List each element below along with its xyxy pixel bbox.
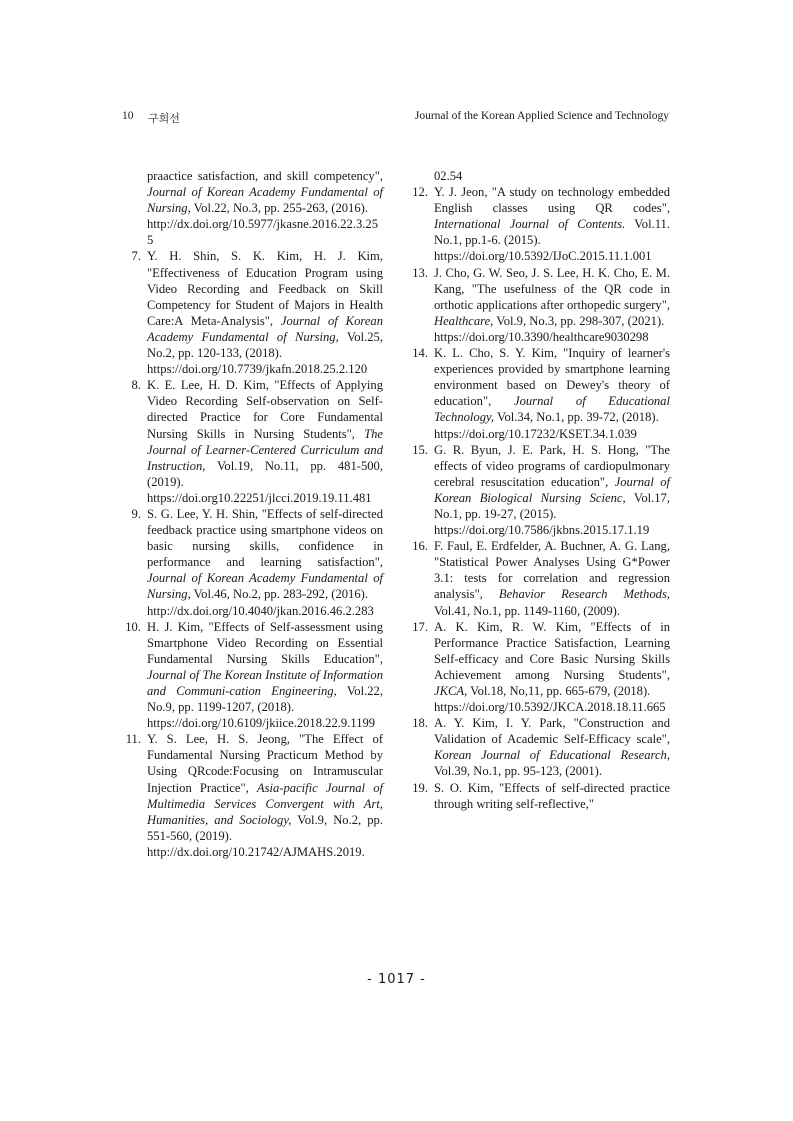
reference-item-8 <box>131 377 383 506</box>
reference-item-16 <box>412 538 670 618</box>
reference-doi-link[interactable]: http://dx.doi.org/10.5977/jkasne.2016.22.3.255 <box>147 217 378 248</box>
reference-text: Y. S. Lee, H. S. Jeong, "The Effect of Fundamental Nursing Practicum Method by Using QRcode:Focusing on Intramuscular Injection Practice", <box>147 732 383 795</box>
reference-number: 18. <box>412 716 428 731</box>
reference-doi-link[interactable]: 02.54 <box>434 169 463 183</box>
reference-item-14 <box>412 345 670 442</box>
reference-venue: JKCA, <box>434 684 468 698</box>
page-footer-number: - 1017 - <box>367 972 426 987</box>
reference-text: praactice satisfaction, and skill competency", <box>147 169 383 183</box>
reference-details: Vol.39, No.1, pp. 95-123, (2001). <box>434 764 603 779</box>
reference-number: 10. <box>125 619 141 634</box>
references-left-column <box>125 168 383 860</box>
reference-details: Vol.46, No.2, pp. 283-292, (2016). <box>193 587 368 602</box>
reference-doi-link[interactable]: https://doi.org/10.7739/jkafn.2018.25.2.120 <box>147 362 368 377</box>
reference-number: 13. <box>412 265 428 280</box>
reference-item-12 <box>412 184 670 264</box>
reference-venue: Journal of Korean Biological Nursing Scienc, <box>434 474 671 505</box>
reference-number: 8. <box>131 378 141 393</box>
reference-text: K. L. Cho, S. Y. Kim, "Inquiry of learner's experiences provided by smartphone learning environment based on Dewey's theory of education", <box>434 346 670 409</box>
reference-text: Y. H. Shin, S. K. Kim, H. J. Kim, "Effectiveness of Education Program using Video Recording and Feedback on Skill Competency for Student of Majors in Health Care:A Meta-Analysis", <box>147 249 383 328</box>
reference-number: 15. <box>412 442 428 457</box>
reference-text: K. E. Lee, H. D. Kim, "Effects of Applying Video Recording Self-observation on Self-directed Practice for Core Fundamental Nursing Skills in Nursing Students", <box>147 378 383 441</box>
reference-details: Vol.22, No.3, pp. 255-263, (2016). <box>193 201 368 216</box>
reference-details: Vol.9, No.3, pp. 298-307, (2021). <box>496 313 665 328</box>
reference-doi-link[interactable]: http://dx.doi.org/10.21742/AJMAHS.2019. <box>147 844 365 859</box>
reference-details: Vol.17, No.1, pp. 19-27, (2015). <box>434 490 671 521</box>
references-right-column <box>412 168 671 812</box>
reference-venue: Journal of The Korean Institute of Information and Communi-cation Engineering, <box>147 667 383 698</box>
reference-number: 16. <box>412 539 428 554</box>
reference-number: 19. <box>412 780 428 795</box>
reference-number: 7. <box>131 249 141 264</box>
reference-item-19 <box>412 780 670 812</box>
reference-venue: The Journal of Learner-Centered Curriculum and Instruction, <box>147 426 383 473</box>
reference-doi-link[interactable]: https://doi.org10.22251/jlcci.2019.19.11.481 <box>147 490 372 505</box>
header-journal-title: Journal of the Korean Applied Science and Technology <box>414 110 669 122</box>
reference-venue: Healthcare, <box>434 313 494 328</box>
reference-details: Vol.25, No.2, pp. 120-133, (2018). <box>147 329 383 361</box>
reference-doi-link[interactable]: https://doi.org/10.3390/healthcare9030298 <box>434 329 649 344</box>
reference-item-10 <box>125 619 383 732</box>
reference-item-15 <box>412 442 671 539</box>
reference-venue: Korean Journal of Educational Research, <box>434 748 670 763</box>
reference-number: 14. <box>412 346 428 361</box>
reference-item-11 <box>125 731 383 860</box>
reference-text: S. G. Lee, Y. H. Shin, "Effects of self-directed feedback practice using smartphone videos on basic nursing skills, confidence in performance and learning satisfaction", <box>147 506 383 570</box>
reference-item-7 <box>131 248 383 377</box>
reference-doi-link[interactable]: https://doi.org/10.5392/IJoC.2015.11.1.001 <box>434 249 652 264</box>
reference-continuation <box>434 168 670 184</box>
reference-doi-link[interactable]: https://doi.org/10.17232/KSET.34.1.039 <box>434 426 637 441</box>
reference-details: Vol.19, No.11, pp. 481-500, (2019). <box>147 458 383 489</box>
reference-venue: International Journal of Contents. <box>434 217 626 232</box>
reference-text: G. R. Byun, J. E. Park, H. S. Hong, "The effects of video programs of cardiopulmonary cerebral resuscitation education", <box>434 442 670 489</box>
reference-text: A. K. Kim, R. W. Kim, "Effects of in Performance Practice Satisfaction, Learning Self-efficacy and Core Basic Nursing Skills Achievement among Nursing Students", <box>434 619 670 682</box>
reference-text: H. J. Kim, "Effects of Self-assessment using Smartphone Video Recording on Essential Fundamental Nursing Skills Education", <box>147 619 383 666</box>
reference-number: 9. <box>131 506 141 521</box>
reference-number: 12. <box>412 185 428 200</box>
reference-details: Vol.9, No.2, pp. 551-560, (2019). <box>147 812 383 843</box>
reference-details: Vol.34, No.1, pp. 39-72, (2018). <box>496 410 659 425</box>
reference-venue: Behavior Research Methods, <box>498 587 670 602</box>
reference-details: Vol.22, No.9, pp. 1199-1207, (2018). <box>147 684 383 715</box>
reference-doi-link[interactable]: https://doi.org/10.5392/JKCA.2018.18.11.665 <box>434 700 666 715</box>
reference-text: S. O. Kim, "Effects of self-directed practice through writing self-reflective," <box>434 780 670 811</box>
reference-details: Vol.18, No,11, pp. 665-679, (2018). <box>470 684 651 698</box>
reference-text: A. Y. Kim, I. Y. Park, "Construction and Validation of Academic Self-Efficacy scale", <box>434 716 670 747</box>
reference-item-9 <box>131 506 383 619</box>
header-author: 구희선 <box>148 112 180 125</box>
reference-text: F. Faul, E. Erdfelder, A. Buchner, A. G. Lang, "Statistical Power Analyses Using G*Power 3.1: tests for correlation and regression analysis", <box>434 539 670 602</box>
reference-number: 11. <box>125 732 141 747</box>
reference-doi-link[interactable]: http://dx.doi.org/10.4040/jkan.2016.46.2.283 <box>147 603 374 618</box>
reference-text: Y. J. Jeon, "A study on technology embedded English classes using QR codes", <box>434 185 670 216</box>
reference-text: J. Cho, G. W. Seo, J. S. Lee, H. K. Cho, E. M. Kang, "The usefulness of the QR code in orthotic applications after orthopedic surgery", <box>434 265 670 312</box>
reference-details: Vol.11. No.1, pp.1-6. (2015). <box>434 217 670 248</box>
reference-venue: Journal of Korean Academy Fundamental of Nursing, <box>147 313 383 344</box>
reference-doi-link[interactable]: https://doi.org/10.6109/jkiice.2018.22.9.1199 <box>147 716 376 731</box>
reference-venue: Journal of Korean Academy Fundamental of Nursing, <box>147 571 383 602</box>
reference-continuation <box>147 168 383 248</box>
header-page-number: 10 <box>122 110 134 122</box>
reference-item-13 <box>412 265 670 345</box>
reference-item-18 <box>412 715 670 779</box>
reference-venue: Journal of Korean Academy Fundamental of Nursing, <box>147 185 383 216</box>
reference-doi-link[interactable]: https://doi.org/10.7586/jkbns.2015.17.1.19 <box>434 523 650 538</box>
reference-item-17 <box>412 619 670 716</box>
reference-venue: Journal of Educational Technology, <box>434 394 670 425</box>
reference-venue: Asia-pacific Journal of Multimedia Services Convergent with Art, Humanities, and Sociology, <box>147 780 383 827</box>
reference-details: Vol.41, No.1, pp. 1149-1160, (2009). <box>434 603 620 618</box>
reference-number: 17. <box>412 619 428 634</box>
running-header <box>122 110 669 128</box>
